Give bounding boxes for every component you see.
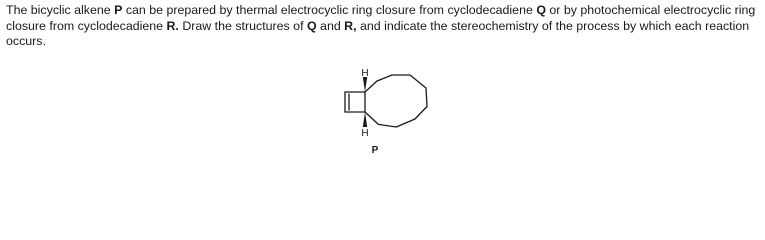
- compound-q-ref: Q: [306, 18, 317, 33]
- compound-p-ref: P: [114, 3, 123, 17]
- hydrogen-label-bottom: H: [361, 128, 369, 139]
- molecule-bonds: [345, 75, 427, 127]
- question-text-part: or by photochemical electrocyclic ring closure from cyclodecadiene: [6, 3, 756, 33]
- compound-label: P: [371, 145, 379, 156]
- hydrogen-label-top: H: [361, 68, 369, 79]
- question-text-part: can be prepared by thermal electrocyclic ring closure from cyclodecadiene: [122, 3, 537, 17]
- compound-q-ref: Q: [536, 3, 546, 17]
- compound-r-ref: R,: [344, 18, 357, 33]
- question-text-part: and indicate the stereochemistry of the process by which each reaction occurs.: [6, 18, 750, 48]
- question-text-part: The bicyclic alkene: [6, 3, 115, 17]
- question-text-part: and: [316, 18, 345, 33]
- cyclooctane-ring: [365, 75, 427, 127]
- question-text-part: Draw the structures of: [178, 18, 307, 33]
- compound-r-ref: R.: [166, 18, 179, 33]
